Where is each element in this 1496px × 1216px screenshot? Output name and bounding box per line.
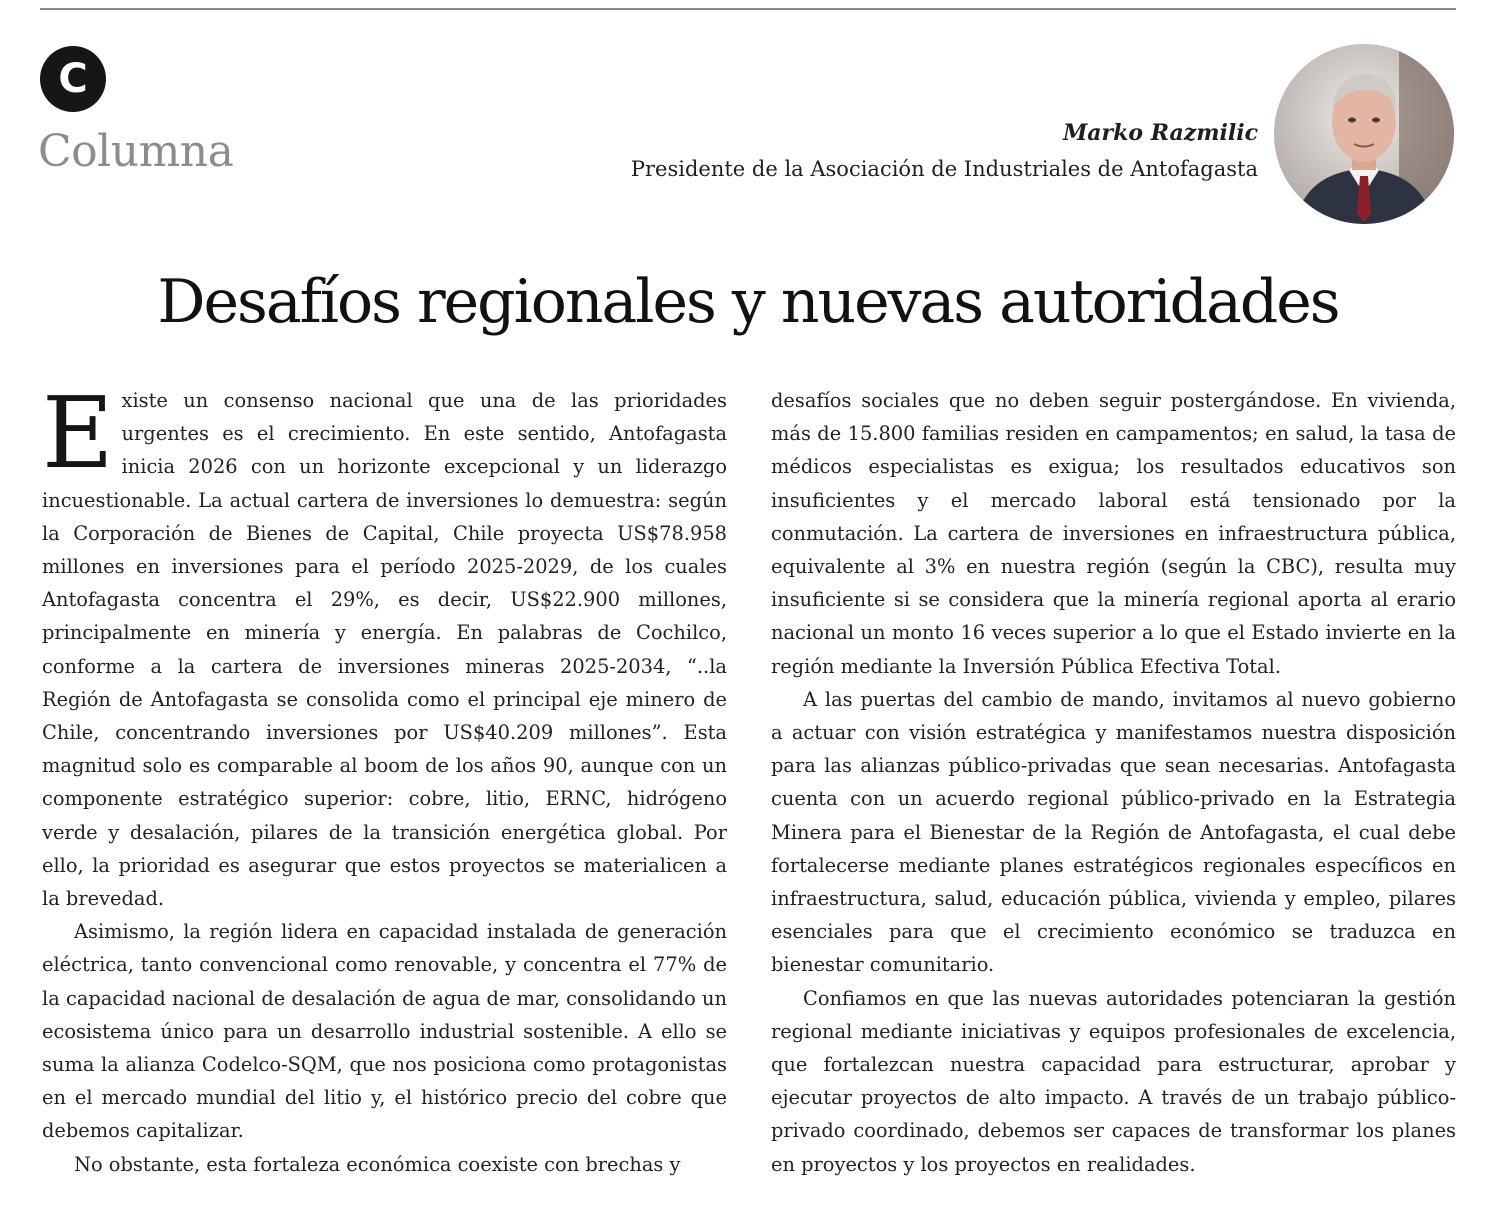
- paragraph: No obstante, esta fortaleza económica coexiste con brechas y: [74, 1152, 681, 1176]
- section-badge-letter: C: [58, 56, 88, 102]
- paragraph: Confiamos en que las nuevas autoridades potenciaran la gestión regional mediante iniciativas y equipos profesionales de excelencia, que fortalezcan nuestra capacidad para estructurar, aprobar y ejecutar proyectos de alto impacto. A través de un trabajo público-privado coordinado, debemos ser capaces de transformar los planes en proyectos y los proyectos en realidades.: [771, 986, 1456, 1176]
- author-portrait-icon: [1274, 44, 1454, 224]
- section-label: Columna: [38, 126, 234, 177]
- headline: Desafíos regionales y nuevas autoridades: [157, 267, 1339, 337]
- paragraph: [42, 377, 727, 915]
- author-role: Presidente de la Asociación de Industriales de Antofagasta: [630, 157, 1258, 181]
- paragraph: desafíos sociales que no deben seguir postergándose. En vivienda, más de 15.800 familias residen en campamentos; en salud, la tasa de médicos especialistas es exigua; los resultados educativos son insuficientes y el mercado laboral está tensionado por la conmutación. La cartera de inversiones en infraestructura pública, equivalente al 3% en nuestra región (según la CBC), resulta muy insuficiente si se considera que la minería regional aporta al erario nacional un monto 16 veces superior a lo que el Estado invierte en la región mediante la Inversión Pública Efectiva Total.: [771, 389, 1456, 678]
- section-badge: [40, 46, 106, 112]
- drop-cap: E: [42, 377, 114, 491]
- article-column-left: [42, 377, 727, 1181]
- paragraph: Asimismo, la región lidera en capacidad instalada de generación eléctrica, tanto convencional como renovable, y concentra el 77% de la capacidad nacional de desalación de agua de mar, consolidando un ecosistema único para un desarrollo industrial sostenible. A ello se suma la alianza Codelco-SQM, que nos posiciona como protagonistas en el mercado mundial del litio y, el histórico precio del cobre que debemos capitalizar.: [42, 920, 727, 1143]
- paragraph-text: xiste un consenso nacional que una de las prioridades urgentes es el crecimiento. En este sentido, Antofagasta inicia 2026 con un horizonte excepcional y un liderazgo incuestionable. La actual cartera de inversiones lo demuestra: según la Corporación de Bienes de Capital, Chile proyecta US$78.958 millones en inversiones para el período 2025-2029, de los cuales Antofagasta concentra el 29%, es decir, US$22.900 millones, principalmente en minería y energía. En palabras de Cochilco, conforme a la cartera de inversiones mineras 2025-2034, “..la Región de Antofagasta se consolida como el principal eje minero de Chile, concentrando inversiones por US$40.209 millones”. Esta magnitud solo es comparable al boom de los años 90, aunque con un componente estratégico superior: cobre, litio, ERNC, hidrógeno verde y desalación, pilares de la transición energética global. Por ello, la prioridad es asegurar que estos proyectos se materialicen a la brevedad.: [42, 389, 727, 911]
- author-name: Marko Razmilic: [1062, 120, 1258, 146]
- author-photo: [1274, 44, 1454, 224]
- top-divider: [40, 8, 1456, 10]
- paragraph: A las puertas del cambio de mando, invitamos al nuevo gobierno a actuar con visión estratégica y manifestamos nuestra disposición para las alianzas público-privadas que sean necesarias. Antofagasta cuenta con un acuerdo regional público-privado en la Estrategia Minera para el Bienestar de la Región de Antofagasta, el cual debe fortalecerse mediante planes estratégicos regionales específicos en infraestructura, salud, educación pública, vivienda y empleo, pilares esenciales para que el crecimiento económico se traduzca en bienestar comunitario.: [771, 687, 1456, 977]
- article-column-right: [771, 384, 1456, 1181]
